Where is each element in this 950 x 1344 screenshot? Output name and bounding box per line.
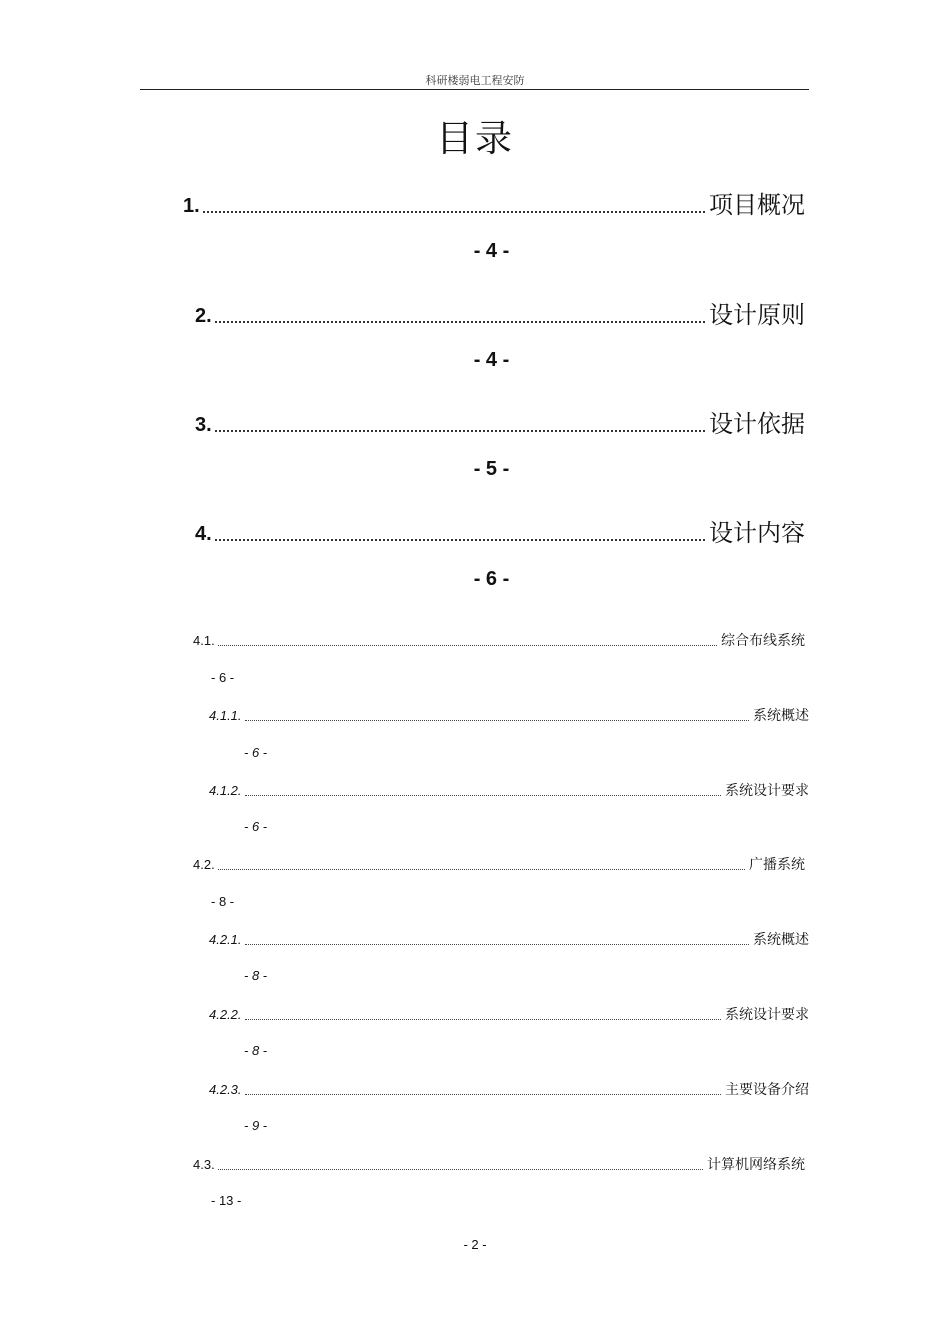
toc-entry-title: 主要设备介绍 <box>725 1082 809 1098</box>
toc-entry-title: 系统概述 <box>753 708 809 724</box>
toc-entry-page: - 6 - <box>244 819 268 834</box>
toc-entry-title: 广播系统 <box>749 857 805 873</box>
dot-leader <box>203 211 705 213</box>
toc-entry-2[interactable] <box>195 296 805 330</box>
toc-entry-page: - 9 - <box>244 1118 268 1133</box>
running-header: 科研楼弱电工程安防 <box>425 74 525 87</box>
toc-entry-page: - 4 - <box>473 240 510 262</box>
dot-leader <box>215 321 705 323</box>
toc-entry-title: 设计依据 <box>709 410 805 438</box>
toc-entry-4-1[interactable] <box>193 630 805 650</box>
toc-entry-page: - 4 - <box>473 349 510 371</box>
toc-entry-1[interactable] <box>183 186 805 220</box>
toc-entry-number: 3. <box>195 414 212 436</box>
toc-entry-page: - 6 - <box>244 745 268 760</box>
toc-entry-3[interactable] <box>195 405 805 439</box>
toc-entry-number: 1. <box>183 195 200 217</box>
dot-leader <box>245 1094 721 1095</box>
toc-entry-title: 系统概述 <box>753 932 809 948</box>
dot-leader <box>245 720 749 721</box>
toc-entry-4-2-3[interactable] <box>209 1079 809 1099</box>
toc-entry-4[interactable] <box>195 514 805 548</box>
toc-entry-number: 4.2.3. <box>209 1082 242 1097</box>
toc-entry-page: - 8 - <box>244 1043 268 1058</box>
toc-entry-title: 计算机网络系统 <box>707 1157 805 1173</box>
toc-entry-number: 4.2.1. <box>209 932 242 947</box>
dot-leader <box>245 944 749 945</box>
toc-entry-page: - 13 - <box>211 1193 242 1208</box>
dot-leader <box>245 795 721 796</box>
toc-entry-page: - 6 - <box>211 670 235 685</box>
header-rule <box>140 89 809 90</box>
dot-leader <box>215 539 705 541</box>
toc-entry-number: 4.1. <box>193 633 215 648</box>
toc-entry-4-1-2[interactable] <box>209 780 809 800</box>
toc-title: 目录 <box>436 117 514 160</box>
toc-entry-title: 设计原则 <box>709 301 805 329</box>
dot-leader <box>245 1019 721 1020</box>
toc-entry-number: 4.2. <box>193 857 215 872</box>
toc-entry-page: - 5 - <box>473 458 510 480</box>
toc-entry-4-2[interactable] <box>193 854 805 874</box>
toc-entry-number: 2. <box>195 305 212 327</box>
dot-leader <box>218 869 745 870</box>
dot-leader <box>218 1169 703 1170</box>
toc-entry-title: 项目概况 <box>709 191 805 219</box>
dot-leader <box>218 645 717 646</box>
toc-entry-4-2-1[interactable] <box>209 929 809 949</box>
page-number: - 2 - <box>463 1237 487 1252</box>
toc-entry-number: 4.2.2. <box>209 1007 242 1022</box>
toc-entry-4-2-2[interactable] <box>209 1004 809 1024</box>
toc-entry-number: 4.1.1. <box>209 708 242 723</box>
toc-entry-page: - 8 - <box>244 968 268 983</box>
toc-entry-number: 4.3. <box>193 1157 215 1172</box>
dot-leader <box>215 430 705 432</box>
toc-entry-number: 4. <box>195 523 212 545</box>
toc-entry-title: 设计内容 <box>709 519 805 547</box>
toc-entry-number: 4.1.2. <box>209 783 242 798</box>
toc-entry-title: 系统设计要求 <box>725 1007 809 1023</box>
toc-entry-title: 综合布线系统 <box>721 633 805 649</box>
toc-entry-page: - 8 - <box>211 894 235 909</box>
toc-entry-page: - 6 - <box>473 568 510 590</box>
toc-entry-4-1-1[interactable] <box>209 705 809 725</box>
toc-entry-4-3[interactable] <box>193 1154 805 1174</box>
toc-entry-title: 系统设计要求 <box>725 783 809 799</box>
